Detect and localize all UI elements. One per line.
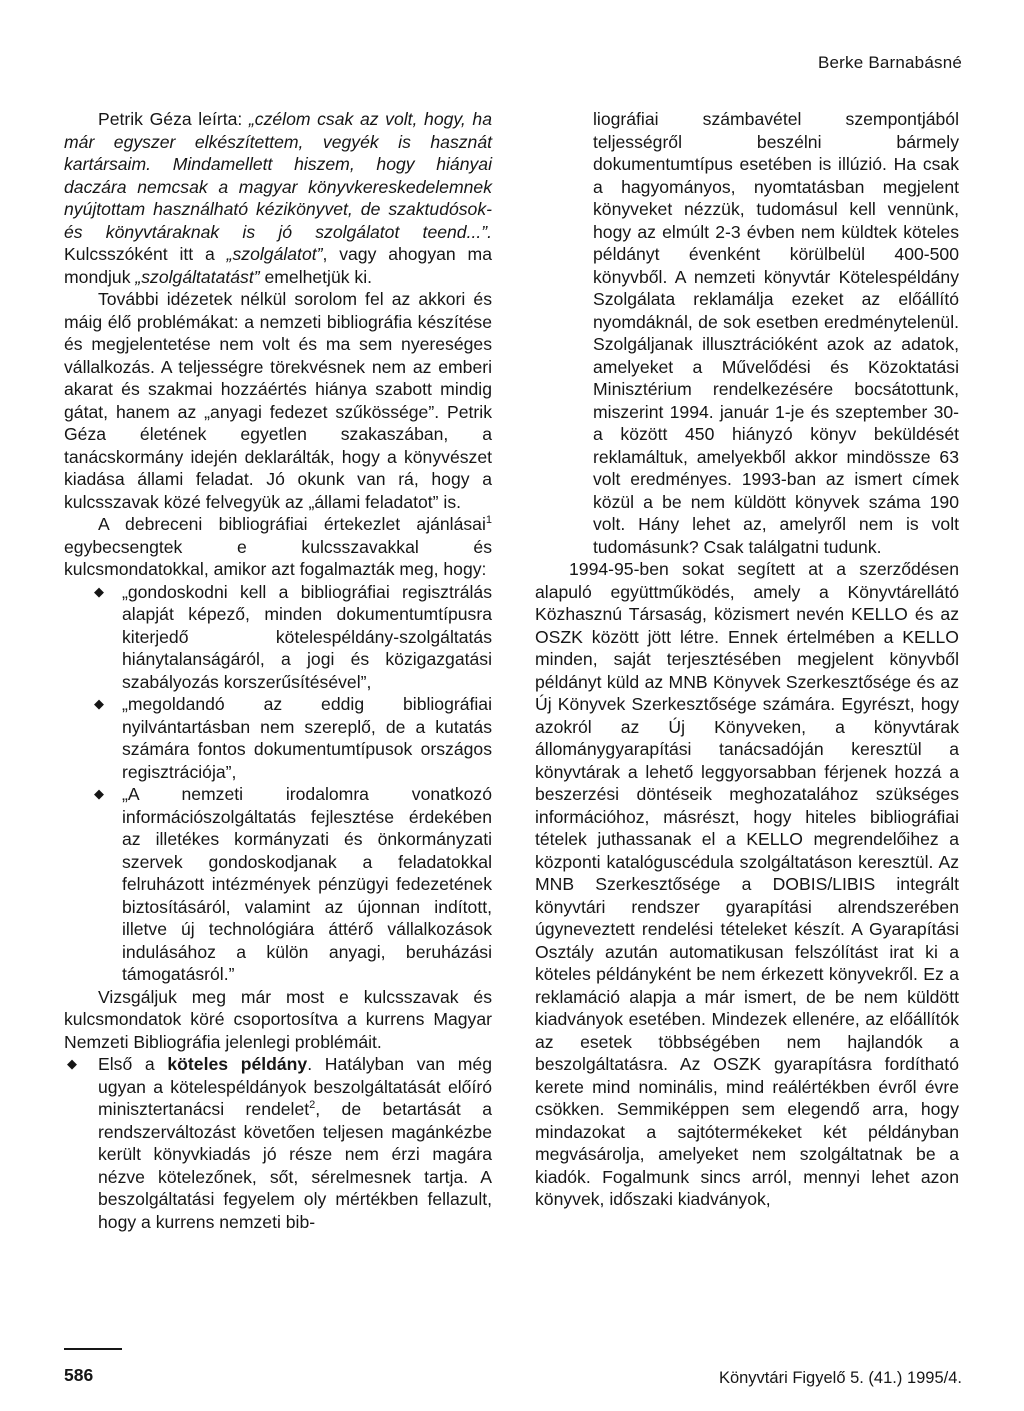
paragraph-debrecen bbox=[64, 513, 492, 581]
first-item-text-a: . Hatályban van még ugyan a kötelespéldányok beszolgáltatását előíró minisztertanácsi rendelet bbox=[98, 1054, 492, 1119]
first-item-text-b: , de betartását a rendszerváltozást követően teljesen magánkézbe került könyvkiadás jó része nem érzi magára nézve kötelezőnek, sőt, sérelmesnek tartja. A beszolgáltatási fegyelem oly mértékben fellazult, hogy a kurrens nemzeti bib- bbox=[98, 1099, 492, 1232]
petrik-quote: „czélom csak az volt, hogy, ha már egyszer elkészítettem, vegyék is hasznát kartársaim. Mindamellett hiszem, hogy hiányai daczára nemcsak a magyar könyvkereskedelemnek nyújtottam használható kézikönyvet, de szaktudósok- és könyvtáraknak is jó szolgálatot teend...”. bbox=[64, 109, 492, 242]
list-item bbox=[94, 783, 492, 986]
paragraph-continuation: liográfiai számbavétel szempontjából teljességről beszélni bármely dokumentumtípus esetében is illúzió. Ha csak a hagyományos, nyomtatásban megjelent könyveket nézzük, tudomásul kell vennünk, hogy az elmúlt 2-3 évben nem küldtek köteles példányt évenként körülbelül 400-500 könyvből. A nemzeti könyvtár Kötelespéldány Szolgálata reklamálja ezeket az előállító nyomdáknál, de sok esetben eredménytelenül. Szolgáljanak illusztrációként azok az adatok, amelyeket a Művelődési és Közoktatási Minisztérium rendelkezésére bocsátottunk, miszerint 1994. január 1-je és szeptember 30-a között 450 hiányzó könyv beküldését reklamáltuk, amelyekből akkor mindössze 63 volt eredményes. 1993-ban az ismert címek közül a be nem küldött könyvek száma 190 volt. Hány lehet az, amelyről nem is volt tudomásunk? Csak találgatni tudunk. bbox=[593, 109, 959, 557]
journal-citation: Könyvtári Figyelő 5. (41.) 1995/4. bbox=[718, 1369, 962, 1387]
debrecen-text-b: egybecsengtek e kulcsszavakkal és kulcsmondatokkal, amikor azt fogalmazták meg, hogy: bbox=[64, 536, 492, 579]
footer-rule bbox=[64, 1348, 122, 1350]
keyword-koteles-peldany: köteles példány bbox=[167, 1054, 308, 1074]
diamond-bullet-icon: ◆ bbox=[94, 786, 104, 801]
problems-list bbox=[64, 1053, 492, 1233]
recommendations-list bbox=[64, 581, 492, 986]
list-item-text: „A nemzeti irodalomra vonatkozó információszolgáltatás fejlesztése érdekében az illetékes kormányzati és önkormányzati szervek gondoskodjanak a feladatokkal felruházott intézmények pénzügyi fedezetének biztosításáról, valamint az újonnan indított, illetve új technológiára áttérő vállalkozások indulásához a külön anyagi, beruházási támogatásról.” bbox=[122, 784, 492, 984]
list-item-text: „gondoskodni kell a bibliográfiai regisztrálás alapját képező, minden dokumentumtípusra kiterjedő kötelespéldány-szolgáltatás hiánytalanságáról, a jogi és közigazgatási szabályozás korszerűsítésével”, bbox=[122, 581, 492, 692]
footnote-ref-2: 2 bbox=[309, 1099, 316, 1111]
quote-tail: emelhetjük ki. bbox=[259, 266, 373, 287]
diamond-bullet-icon: ◆ bbox=[94, 583, 104, 599]
keyword-szolgaltatast: „szolgáltatatást” bbox=[135, 266, 260, 287]
list-item-text: „megoldandó az eddig bibliográfiai nyilvántartásban nem szereplő, de a kutatás számára fontos dokumentumtípusok országos regisztrációja”, bbox=[122, 694, 492, 782]
keyword-szolgalatot: „szolgálatot” bbox=[226, 244, 323, 264]
quote-mid: Kulcsszóként itt a bbox=[64, 244, 227, 264]
paragraph-examine: Vizsgáljuk meg már most e kulcsszavak és kulcsmondatok köré csoportosítva a kurrens Magyar Nemzeti Bibliográfia jelenlegi problémáit. bbox=[64, 986, 492, 1052]
list-item bbox=[94, 581, 492, 694]
right-column bbox=[535, 108, 959, 1211]
paragraph-problems: További idézetek nélkül sorolom fel az akkori és máig élő problémákat: a nemzeti bibliográfia készítése és megjelentetése nem volt és ma sem nyereséges vállalkozás. A teljességre törekvésnek nem az emberi akarat és szakmai hozzáértés hiánya szabott mindig gátat, hanem az „anyagi fedezet szűkössége”. Petrik Géza életének egyetlen szakaszában, a tanácskormány idején deklarálták, hogy a könyvészet kiadása állami feladat. Jó okunk van rá, hogy a kulcsszavak közé felvegyük az „állami feladatot” is. bbox=[64, 289, 492, 512]
first-item-lead: Első a bbox=[98, 1054, 168, 1074]
running-header-author: Berke Barnabásné bbox=[817, 53, 962, 72]
diamond-bullet-icon: ◆ bbox=[94, 696, 104, 711]
quote-lead: Petrik Géza leírta: bbox=[98, 109, 249, 129]
footnote-ref-1: 1 bbox=[485, 514, 492, 526]
diamond-bullet-icon: ◆ bbox=[67, 1056, 77, 1071]
list-item bbox=[94, 693, 492, 783]
left-column bbox=[64, 108, 492, 1233]
paragraph-petrik-quote bbox=[64, 108, 492, 288]
debrecen-text-a: A debreceni bibliográfiai értekezlet ajánlásai bbox=[98, 514, 486, 534]
list-item bbox=[67, 1053, 492, 1233]
paragraph-kello: 1994-95-ben sokat segített at a szerződésen alapuló együttműködés, amely a Könyvtárellátó Közhasznú Társaság, közismert nevén KELLO és az OSZK között jött létre. Ennek értelmében a KELLO minden, saját terjesztésében megjelent könyvből példányt küld az MNB Könyvek Szerkesztősége és az Új Könyvek Szerkesztősége számára. Egyrészt, hogy azokról az Új Könyveken, a könyvtárak állománygyarapítási tanácsadóján keresztül a könyvtárak a lehető leggyorsabban férjenek hozzá a beszerzési döntéseik meghozatalához szükséges információhoz, másrészt, hogy hiteles bibliográfiai tételek juthassanak el a KELLO megrendelőihez a központi katalóguscédula szolgáltatáson keresztül. Az MNB Szerkesztősége a DOBIS/LIBIS integrált könyvtári rendszer gyarapítási alrendszerében úgyneveztett rendelési tételeket készít. A Gyarapítási Osztály azután automatikusan felszólítást irat ki a köteles példányként be nem érkezett könyvekről. Ez a reklamáció alapja a már ismert, de be nem küldött kiadványok esetében. Mindezek ellenére, az előállítók az esetek többségében nem hajlandók a beszolgáltatásra. Az OSZK gyarapításra fordítható kerete mind nominális, mind reálértékben évről évre csökken. Semmiképpen sem elegendő arra, hogy mindazokat a sajtótermékeket két példányban megvásárolja, amelyeket nem szolgáltatnak be a kiadók. Fogalmunk sincs arról, mennyi lehet azon könyvek, időszaki kiadványok, bbox=[535, 559, 959, 1209]
quote-mid2: , vagy ahogyan ma mondjuk bbox=[64, 244, 492, 287]
page-number: 586 bbox=[64, 1365, 94, 1385]
